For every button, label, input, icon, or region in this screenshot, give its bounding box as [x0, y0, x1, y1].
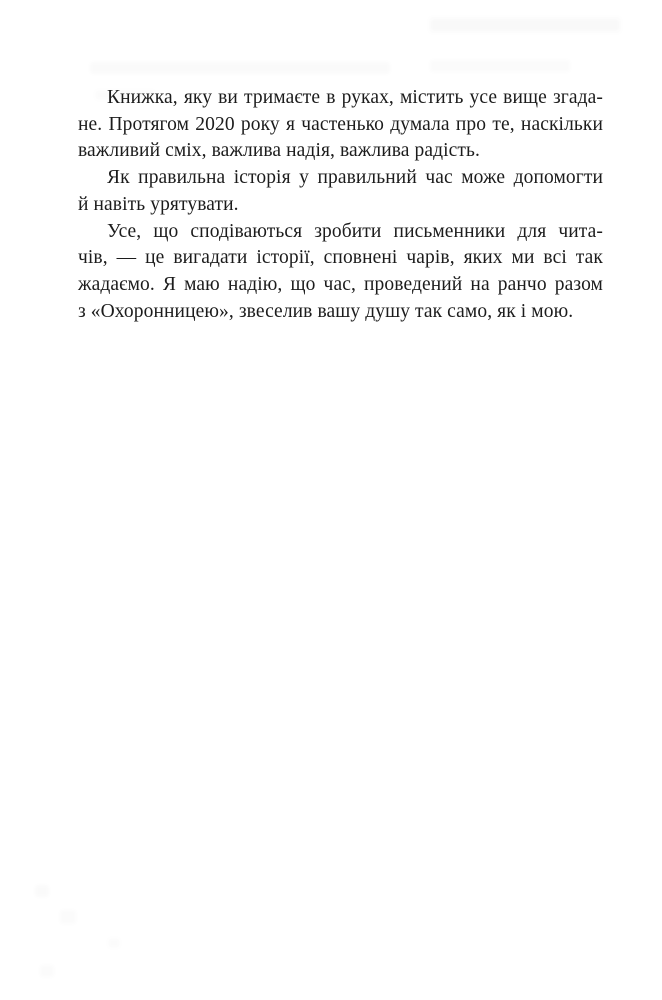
- bleed-through-artifact: [430, 60, 570, 72]
- text-line: з «Охоронницею», звеселив вашу душу так само, як і мою.: [78, 300, 574, 322]
- paragraph-2: [78, 165, 603, 218]
- text-line: не. Протягом 2020 року я частенько думала про те, наскільки: [78, 113, 603, 135]
- bleed-through-artifact: [430, 18, 620, 32]
- bleed-through-artifact: [40, 965, 54, 977]
- text-line: жадаємо. Я маю надію, що час, проведений на ранчо разом: [78, 273, 603, 295]
- text-line: Усе, що сподіваються зробити письменники для чита-: [107, 220, 603, 242]
- body-text-block: [78, 85, 603, 325]
- paragraph-1: [78, 85, 603, 165]
- text-line: й навіть урятувати.: [78, 193, 239, 215]
- paragraph-3: [78, 219, 603, 326]
- text-line: чів, — це вигадати історії, сповнені чарів, яких ми всі так: [78, 247, 603, 269]
- bleed-through-artifact: [108, 938, 120, 948]
- bleed-through-artifact: [60, 910, 76, 924]
- text-line: Як правильна історія у правильний час може допомогти: [107, 167, 603, 189]
- text-line: важливий сміх, важлива надія, важлива радість.: [78, 140, 480, 162]
- bleed-through-artifact: [90, 62, 390, 74]
- text-line: Книжка, яку ви тримаєте в руках, містить усе вище згада-: [107, 87, 603, 108]
- bleed-through-artifact: [35, 885, 49, 897]
